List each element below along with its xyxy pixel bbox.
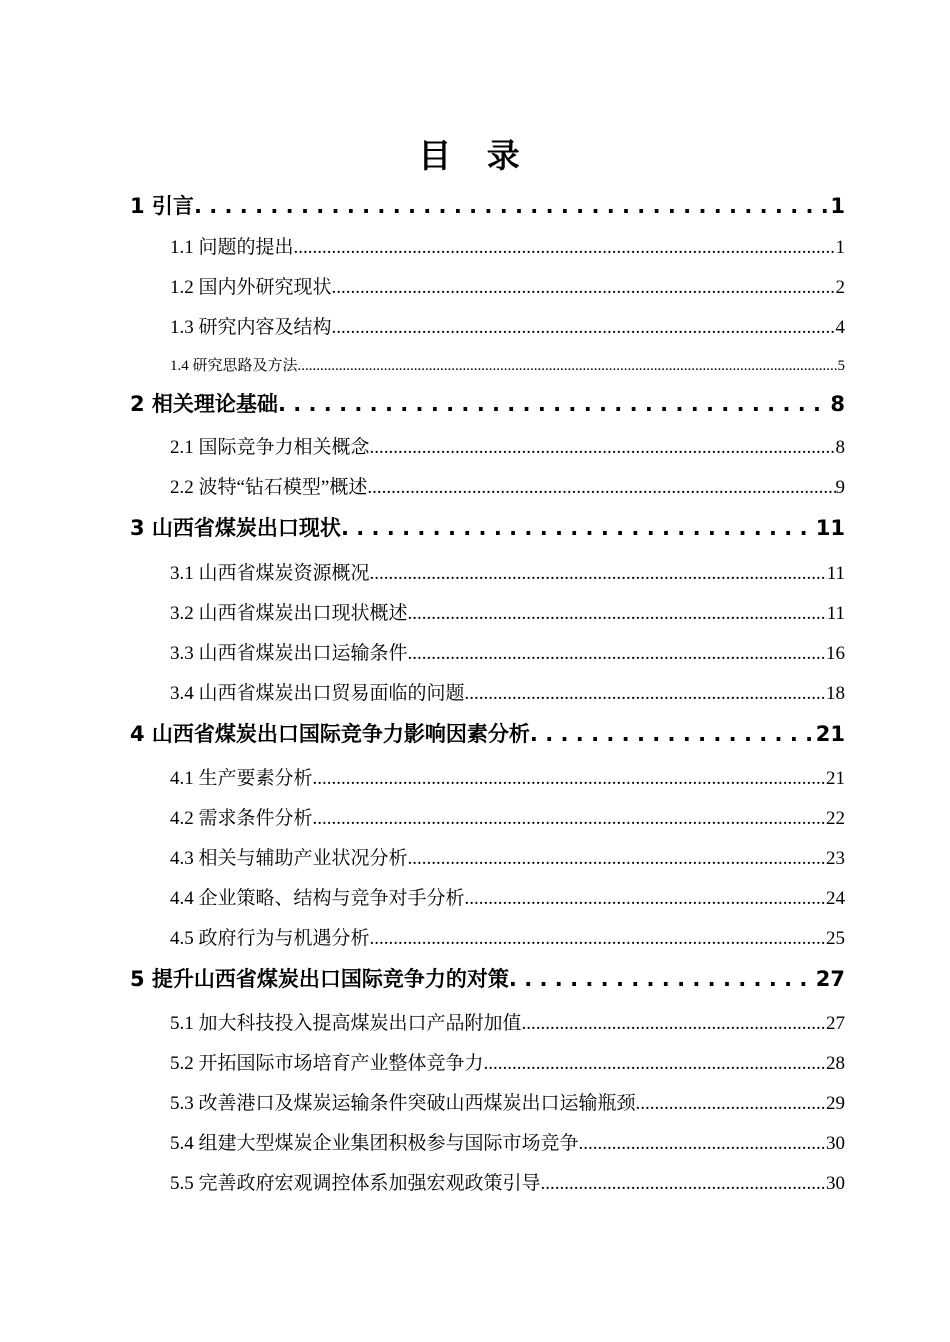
toc-chapter-label: 5 提升山西省煤炭出口国际竞争力的对策 <box>130 967 509 991</box>
toc-section-label: 5.5 完善政府宏观调控体系加强宏观政策引导 <box>170 1173 541 1194</box>
toc-section-3-1[interactable] <box>170 558 845 588</box>
toc-section-label: 3.3 山西省煤炭出口运输条件 <box>170 643 408 664</box>
toc-page-number: 28 <box>826 1053 845 1074</box>
toc-section-label: 4.1 生产要素分析 <box>170 768 313 789</box>
toc-leader <box>522 1013 826 1035</box>
toc-page-number: 11 <box>826 563 845 584</box>
toc-page-number: 27 <box>826 1013 845 1034</box>
toc-leader <box>194 194 830 218</box>
toc-leader <box>313 808 826 830</box>
toc-page-number: 27 <box>815 967 845 991</box>
toc-leader <box>370 928 826 950</box>
toc-page-number: 2 <box>835 277 845 298</box>
toc-section-label: 3.2 山西省煤炭出口现状概述 <box>170 603 408 624</box>
toc-leader <box>370 563 827 585</box>
toc-leader <box>408 848 826 870</box>
toc-chapter-1[interactable] <box>130 190 845 224</box>
toc-leader <box>530 722 816 746</box>
toc-leader <box>465 888 826 910</box>
toc-section-label: 1.3 研究内容及结构 <box>170 317 332 338</box>
toc-page-number: 11 <box>815 516 845 540</box>
toc-section-3-3[interactable] <box>170 638 845 668</box>
toc-page-number: 23 <box>826 848 845 869</box>
toc-page-number: 24 <box>826 888 845 909</box>
toc-section-label: 4.4 企业策略、结构与竞争对手分析 <box>170 888 465 909</box>
toc-section-label: 2.2 波特“钻石模型”概述 <box>170 477 368 498</box>
toc-page-number: 25 <box>826 928 845 949</box>
toc-leader <box>341 516 816 540</box>
toc-chapter-3[interactable] <box>130 512 845 546</box>
toc-page-number: 4 <box>835 317 845 338</box>
toc-page-number: 21 <box>815 722 845 746</box>
toc-leader <box>465 683 826 705</box>
toc-page-number: 30 <box>826 1173 845 1194</box>
toc-page-number: 1 <box>830 194 845 218</box>
toc-section-4-2[interactable] <box>170 803 845 833</box>
toc-page-number: 30 <box>826 1133 845 1154</box>
toc-chapter-label: 1 引言 <box>130 194 194 218</box>
toc-section-label: 1.4 研究思路及方法 <box>170 358 298 374</box>
toc-section-label: 5.2 开拓国际市场培育产业整体竞争力 <box>170 1053 484 1074</box>
toc-section-1-1[interactable] <box>170 232 845 262</box>
toc-section-5-3[interactable] <box>170 1088 845 1118</box>
toc-section-label: 1.1 问题的提出 <box>170 237 294 258</box>
toc-chapter-label: 4 山西省煤炭出口国际竞争力影响因素分析 <box>130 722 530 746</box>
toc-section-label: 5.1 加大科技投入提高煤炭出口产品附加值 <box>170 1013 522 1034</box>
toc-leader <box>636 1093 826 1115</box>
toc-leader <box>332 277 836 299</box>
toc-page-number: 16 <box>826 643 845 664</box>
toc-page-number: 29 <box>826 1093 845 1114</box>
toc-leader <box>541 1173 826 1195</box>
toc-section-3-4[interactable] <box>170 678 845 708</box>
toc-section-2-1[interactable] <box>170 432 845 462</box>
toc-leader <box>278 392 830 416</box>
toc-section-1-2[interactable] <box>170 272 845 302</box>
toc-section-label: 5.3 改善港口及煤炭运输条件突破山西煤炭出口运输瓶颈 <box>170 1093 636 1114</box>
toc-chapter-label: 2 相关理论基础 <box>130 392 278 416</box>
toc-page-number: 22 <box>826 808 845 829</box>
toc-leader <box>298 358 838 375</box>
toc-leader <box>509 967 816 991</box>
toc-chapter-2[interactable] <box>130 388 845 422</box>
toc-leader <box>370 437 836 459</box>
toc-page-number: 11 <box>826 603 845 624</box>
toc-leader <box>294 237 836 259</box>
toc-page-number: 8 <box>835 437 845 458</box>
toc-section-label: 5.4 组建大型煤炭企业集团积极参与国际市场竞争 <box>170 1133 579 1154</box>
toc-page-number: 9 <box>835 477 845 498</box>
toc-section-label: 3.4 山西省煤炭出口贸易面临的问题 <box>170 683 465 704</box>
toc-section-5-5[interactable] <box>170 1168 845 1198</box>
toc-page-number: 21 <box>826 768 845 789</box>
toc-section-label: 4.3 相关与辅助产业状况分析 <box>170 848 408 869</box>
toc-section-4-4[interactable] <box>170 883 845 913</box>
toc-section-4-1[interactable] <box>170 763 845 793</box>
toc-section-label: 1.2 国内外研究现状 <box>170 277 332 298</box>
toc-leader <box>484 1053 826 1075</box>
toc-leader <box>367 477 835 499</box>
toc-section-4-5[interactable] <box>170 923 845 953</box>
toc-page-number: 5 <box>837 358 845 374</box>
toc-title: 目 录 <box>418 136 532 175</box>
toc-section-5-1[interactable] <box>170 1008 845 1038</box>
toc-section-1-3[interactable] <box>170 312 845 342</box>
toc-leader <box>313 768 826 790</box>
toc-page-number: 1 <box>835 237 845 258</box>
toc-section-5-4[interactable] <box>170 1128 845 1158</box>
toc-section-label: 4.5 政府行为与机遇分析 <box>170 928 370 949</box>
toc-section-5-2[interactable] <box>170 1048 845 1078</box>
toc-leader <box>579 1133 826 1155</box>
toc-section-label: 3.1 山西省煤炭资源概况 <box>170 563 370 584</box>
toc-section-label: 2.1 国际竞争力相关概念 <box>170 437 370 458</box>
toc-section-label: 4.2 需求条件分析 <box>170 808 313 829</box>
toc-section-3-2[interactable] <box>170 598 845 628</box>
toc-leader <box>408 643 826 665</box>
toc-page-number: 18 <box>826 683 845 704</box>
toc-page-number: 8 <box>830 392 845 416</box>
toc-leader <box>408 603 827 625</box>
toc-section-2-2[interactable] <box>170 472 845 502</box>
toc-chapter-5[interactable] <box>130 963 845 997</box>
toc-chapter-4[interactable] <box>130 718 845 752</box>
toc-section-1-4[interactable] <box>170 354 845 384</box>
toc-chapter-label: 3 山西省煤炭出口现状 <box>130 516 341 540</box>
toc-section-4-3[interactable] <box>170 843 845 873</box>
toc-leader <box>332 317 836 339</box>
